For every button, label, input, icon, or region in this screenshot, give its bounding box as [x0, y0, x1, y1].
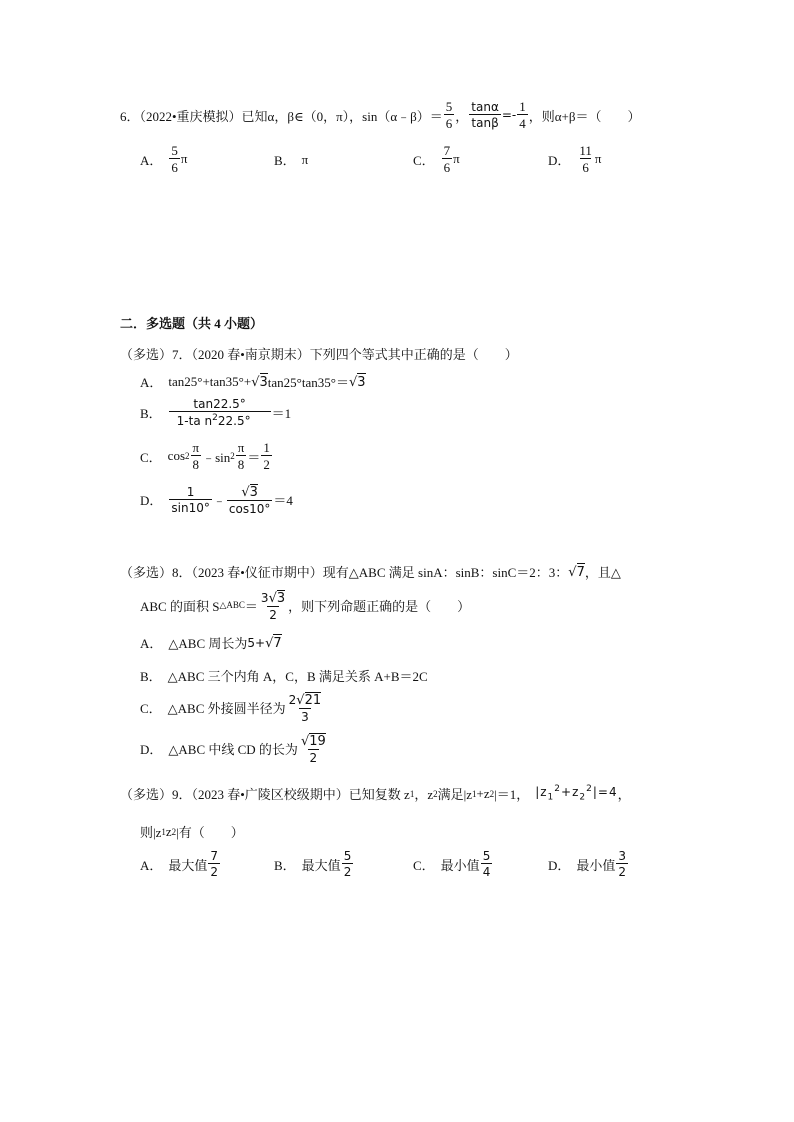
q6-option-b: B． π: [274, 151, 309, 168]
q8-option-a: A． △ABC 周长为 5+ √ 7: [140, 635, 282, 651]
q6-fraction-5-6: $\frac{5}{6}$: [445, 99, 453, 131]
q7-option-c: C． cos 2 $\frac{\pi}{8}$ ﹣sin 2 $\frac{\pi}{8}$ ＝ $\frac{1}{2}$: [140, 440, 270, 472]
q6-option-d: D． $\frac{11}{6}$ π: [548, 143, 602, 175]
q7-stem: （多选）7．（2020 春•南京期末）下列四个等式其中正确的是（ ）: [120, 347, 518, 362]
q9-abs-expression: $|z_1^2+z_2^2|=4$: [535, 784, 618, 803]
q6-stem-text: 6．（2022•重庆模拟）已知α，β∈（0，π），sin（α﹣β）＝: [120, 108, 443, 124]
q8-area-fraction: 3 √ 3 2: [260, 591, 286, 622]
section-heading: 二．多选题（共 4 小题）: [120, 316, 264, 331]
q6-option-a: A． $\frac{5}{6}$ π: [140, 143, 188, 175]
sqrt-7: √ 7: [568, 565, 585, 580]
sqrt-7: √ 7: [265, 636, 282, 651]
q7-option-b: B． $\frac{\tan 22.5^\circ}{1-ta n^222.5^\circ}$ ＝1: [140, 397, 292, 428]
q6-fraction-1-4: $\frac{1}{4}$: [519, 99, 526, 131]
q6-option-c: C． $\frac{7}{6}$ π: [413, 143, 460, 175]
q9-option-b: B． 最大值 $\frac{5}{2}$: [274, 849, 352, 879]
sqrt-3: √ 3: [348, 375, 366, 390]
q7-option-a: A． tan25°+tan35°+ √ 3 tan25°tan35°＝ √ 3: [140, 373, 366, 390]
q9-stem-line2: 则|z 1 z 2 |有（ ）: [140, 823, 244, 840]
q7-option-d: D． $\frac{1}{\sin 10^\circ}$ ﹣ √ 3 cos10° ＝4: [140, 484, 293, 516]
q8-option-c: C． △ABC 外接圆半径为 2 √ 21 3: [140, 693, 322, 724]
q7-b-fraction: $\frac{\tan 22.5^\circ}{1-ta n^222.5^\circ}$: [169, 398, 271, 427]
q6-fraction-tan-ratio: $\frac{\tan\alpha}{\tan\beta}$: [471, 100, 499, 130]
q8-stem-line2: ABC 的面积 S △ABC ＝ 3 √ 3 2 ，则下列命题正确的是（ ）: [140, 591, 471, 622]
q9-option-a: A． 最大值 $\frac{7}{2}$: [140, 849, 219, 879]
q9-stem-line1: （多选）9．（2023 春•广陵区校级期中）已知复数 z 1 ，z 2 满足|z 1 +z 2 |＝1， $|z_1^2+z_2^2|=4$ ，: [120, 784, 631, 803]
q8-option-d: D． △ABC 中线 CD 的长为 √ 19 2: [140, 734, 326, 765]
sqrt-3: √ 3: [251, 375, 268, 390]
q8-option-b: B． △ABC 三个内角 A，C，B 满足关系 A+B＝2C: [140, 669, 428, 684]
q8-stem-line1: （多选）8．（2023 春•仪征市期中）现有△ABC 满足 sinA：sinB：sinC＝2：3： √ 7 ，且△: [120, 565, 621, 580]
q6-stem: 6．（2022•重庆模拟）已知α，β∈（0，π），sin（α﹣β）＝ $\frac{5}{6}$ ， $\frac{\tan\alpha}{\tan\beta}$ =- $\frac{1}{4}$ ，则α+β＝（ ）: [120, 99, 641, 131]
q9-option-d: D． 最小值 $\frac{3}{2}$: [548, 849, 627, 879]
sqrt-3: √ 3: [241, 485, 258, 500]
q9-option-c: C． 最小值 $\frac{5}{4}$: [413, 849, 491, 879]
